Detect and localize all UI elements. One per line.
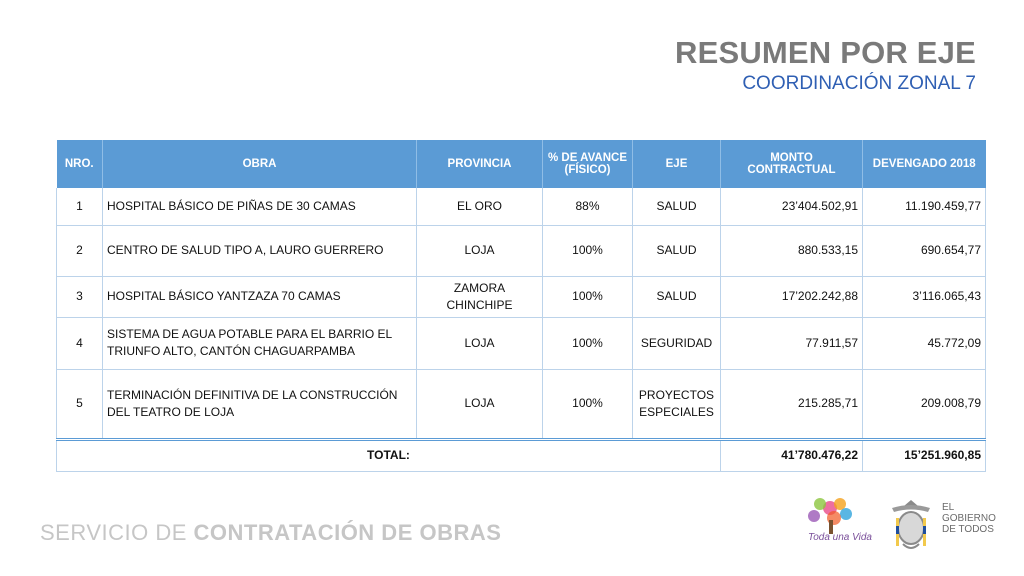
total-row [57, 439, 986, 471]
cell-provincia: LOJA [417, 225, 543, 276]
cell-devengado: 45.772,09 [863, 317, 986, 369]
cell-eje: SEGURIDAD [633, 317, 721, 369]
table-row [57, 317, 986, 369]
cell-nro: 4 [57, 317, 103, 369]
cell-nro: 5 [57, 369, 103, 439]
table-header-row [57, 140, 986, 188]
cell-provincia: LOJA [417, 369, 543, 439]
cell-obra: SISTEMA DE AGUA POTABLE PARA EL BARRIO EL TRIUNFO ALTO, CANTÓN CHAGUARPAMBA [103, 317, 417, 369]
cell-avance: 100% [543, 369, 633, 439]
coat-of-arms-icon [888, 496, 934, 554]
col-header-devengado: DEVENGADO 2018 [863, 140, 986, 188]
cell-avance: 100% [543, 276, 633, 317]
total-devengado: 15’251.960,85 [863, 439, 986, 471]
total-label: TOTAL: [57, 439, 721, 471]
cell-monto: 77.911,57 [721, 317, 863, 369]
summary-table [56, 140, 986, 472]
table-row [57, 369, 986, 439]
col-header-nro: NRO. [57, 140, 103, 188]
cell-provincia: LOJA [417, 317, 543, 369]
cell-devengado: 209.008,79 [863, 369, 986, 439]
table-row [57, 225, 986, 276]
toda-una-vida-logo [800, 490, 864, 554]
cell-eje: SALUD [633, 225, 721, 276]
cell-monto: 17’202.242,88 [721, 276, 863, 317]
cell-devengado: 690.654,77 [863, 225, 986, 276]
footer-brand [40, 520, 501, 546]
cell-avance: 100% [543, 317, 633, 369]
cell-monto: 23’404.502,91 [721, 188, 863, 225]
page-title: RESUMEN POR EJE [674, 35, 976, 70]
cell-nro: 3 [57, 276, 103, 317]
cell-obra: TERMINACIÓN DEFINITIVA DE LA CONSTRUCCIÓN DEL TEATRO DE LOJA [103, 369, 417, 439]
col-header-avance: % DE AVANCE (FÍSICO) [543, 140, 633, 188]
col-header-provincia: PROVINCIA [417, 140, 543, 188]
cell-eje: SALUD [633, 188, 721, 225]
footer-brand-bold: CONTRATACIÓN DE OBRAS [193, 520, 502, 545]
cell-obra: HOSPITAL BÁSICO DE PIÑAS DE 30 CAMAS [103, 188, 417, 225]
page-subtitle: COORDINACIÓN ZONAL 7 [742, 73, 976, 94]
table-row [57, 188, 986, 225]
cell-devengado: 11.190.459,77 [863, 188, 986, 225]
cell-eje: PROYECTOS ESPECIALES [633, 369, 721, 439]
cell-eje: SALUD [633, 276, 721, 317]
gobierno-logo-text: EL GOBIERNO DE TODOS [942, 502, 996, 535]
cell-nro: 1 [57, 188, 103, 225]
toda-una-vida-text: Toda una Vida [808, 532, 872, 543]
title-block [675, 36, 976, 96]
cell-nro: 2 [57, 225, 103, 276]
cell-provincia: ZAMORA CHINCHIPE [417, 276, 543, 317]
col-header-eje: EJE [633, 140, 721, 188]
cell-obra: CENTRO DE SALUD TIPO A, LAURO GUERRERO [103, 225, 417, 276]
cell-avance: 100% [543, 225, 633, 276]
col-header-monto: MONTO CONTRACTUAL [721, 140, 863, 188]
table-row [57, 276, 986, 317]
footer-brand-light: SERVICIO DE [40, 520, 194, 545]
cell-monto: 215.285,71 [721, 369, 863, 439]
cell-devengado: 3’116.065,43 [863, 276, 986, 317]
cell-monto: 880.533,15 [721, 225, 863, 276]
col-header-obra: OBRA [103, 140, 417, 188]
cell-obra: HOSPITAL BÁSICO YANTZAZA 70 CAMAS [103, 276, 417, 317]
total-monto: 41’780.476,22 [721, 439, 863, 471]
cell-provincia: EL ORO [417, 188, 543, 225]
cell-avance: 88% [543, 188, 633, 225]
